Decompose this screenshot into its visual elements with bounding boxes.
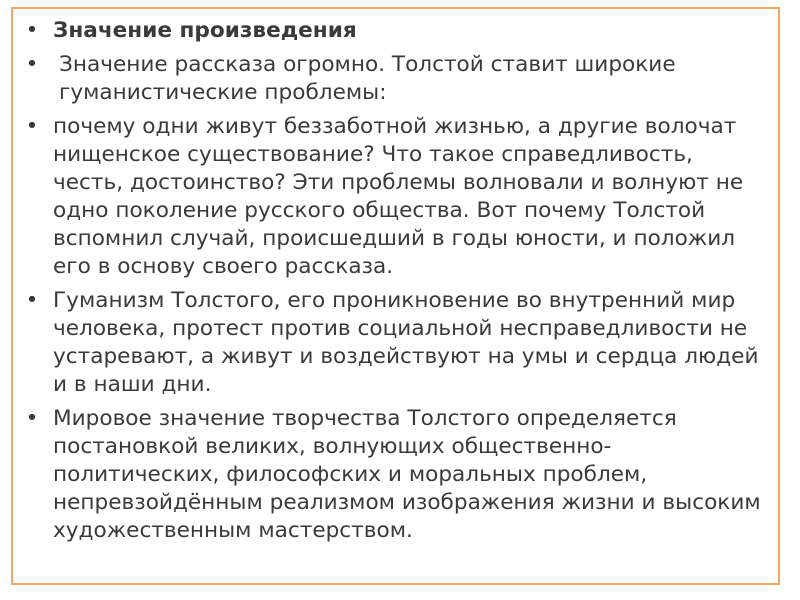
bullet-dot-icon: • bbox=[25, 288, 39, 313]
bullet-world-significance-text: Мировое значение творчества Толстого определяется постановкой великих, волнующих общественно-политических, философских и моральных проблем, непревзойдённым реализмом изображения жизни и высоким художественным мастерством. bbox=[53, 406, 761, 543]
bullet-questions-text: почему одни живут беззаботной жизнью, а другие волочат нищенское существование? Что такое справедливость, честь, достоинство? Эти проблемы волновали и волнуют не одно поколение русского общества. Вот почему Толстой вспомнил случай, происшедший в годы юности, и положил его в основу своего рассказа. bbox=[53, 114, 744, 279]
bullet-dot-icon: • bbox=[25, 18, 39, 43]
bullet-item-significance bbox=[22, 51, 762, 107]
bullet-dot-icon: • bbox=[25, 114, 39, 139]
bullet-dot-icon: • bbox=[25, 52, 39, 77]
bullet-item-heading bbox=[22, 17, 762, 45]
bullet-item-humanism bbox=[22, 287, 762, 399]
bullet-significance-text: Значение рассказа огромно. Толстой ставит широкие гуманистические проблемы: bbox=[59, 52, 676, 105]
bullet-item-world-significance bbox=[22, 405, 762, 545]
bullet-humanism-text: Гуманизм Толстого, его проникновение во внутренний мир человека, протест против социальной несправедливости не устаревают, а живут и воздействуют на умы и сердца людей и в наши дни. bbox=[53, 288, 759, 397]
bullet-list bbox=[22, 17, 762, 551]
bullet-heading-text: Значение произведения bbox=[53, 18, 357, 43]
bullet-dot-icon: • bbox=[25, 406, 39, 431]
bullet-item-questions bbox=[22, 113, 762, 281]
